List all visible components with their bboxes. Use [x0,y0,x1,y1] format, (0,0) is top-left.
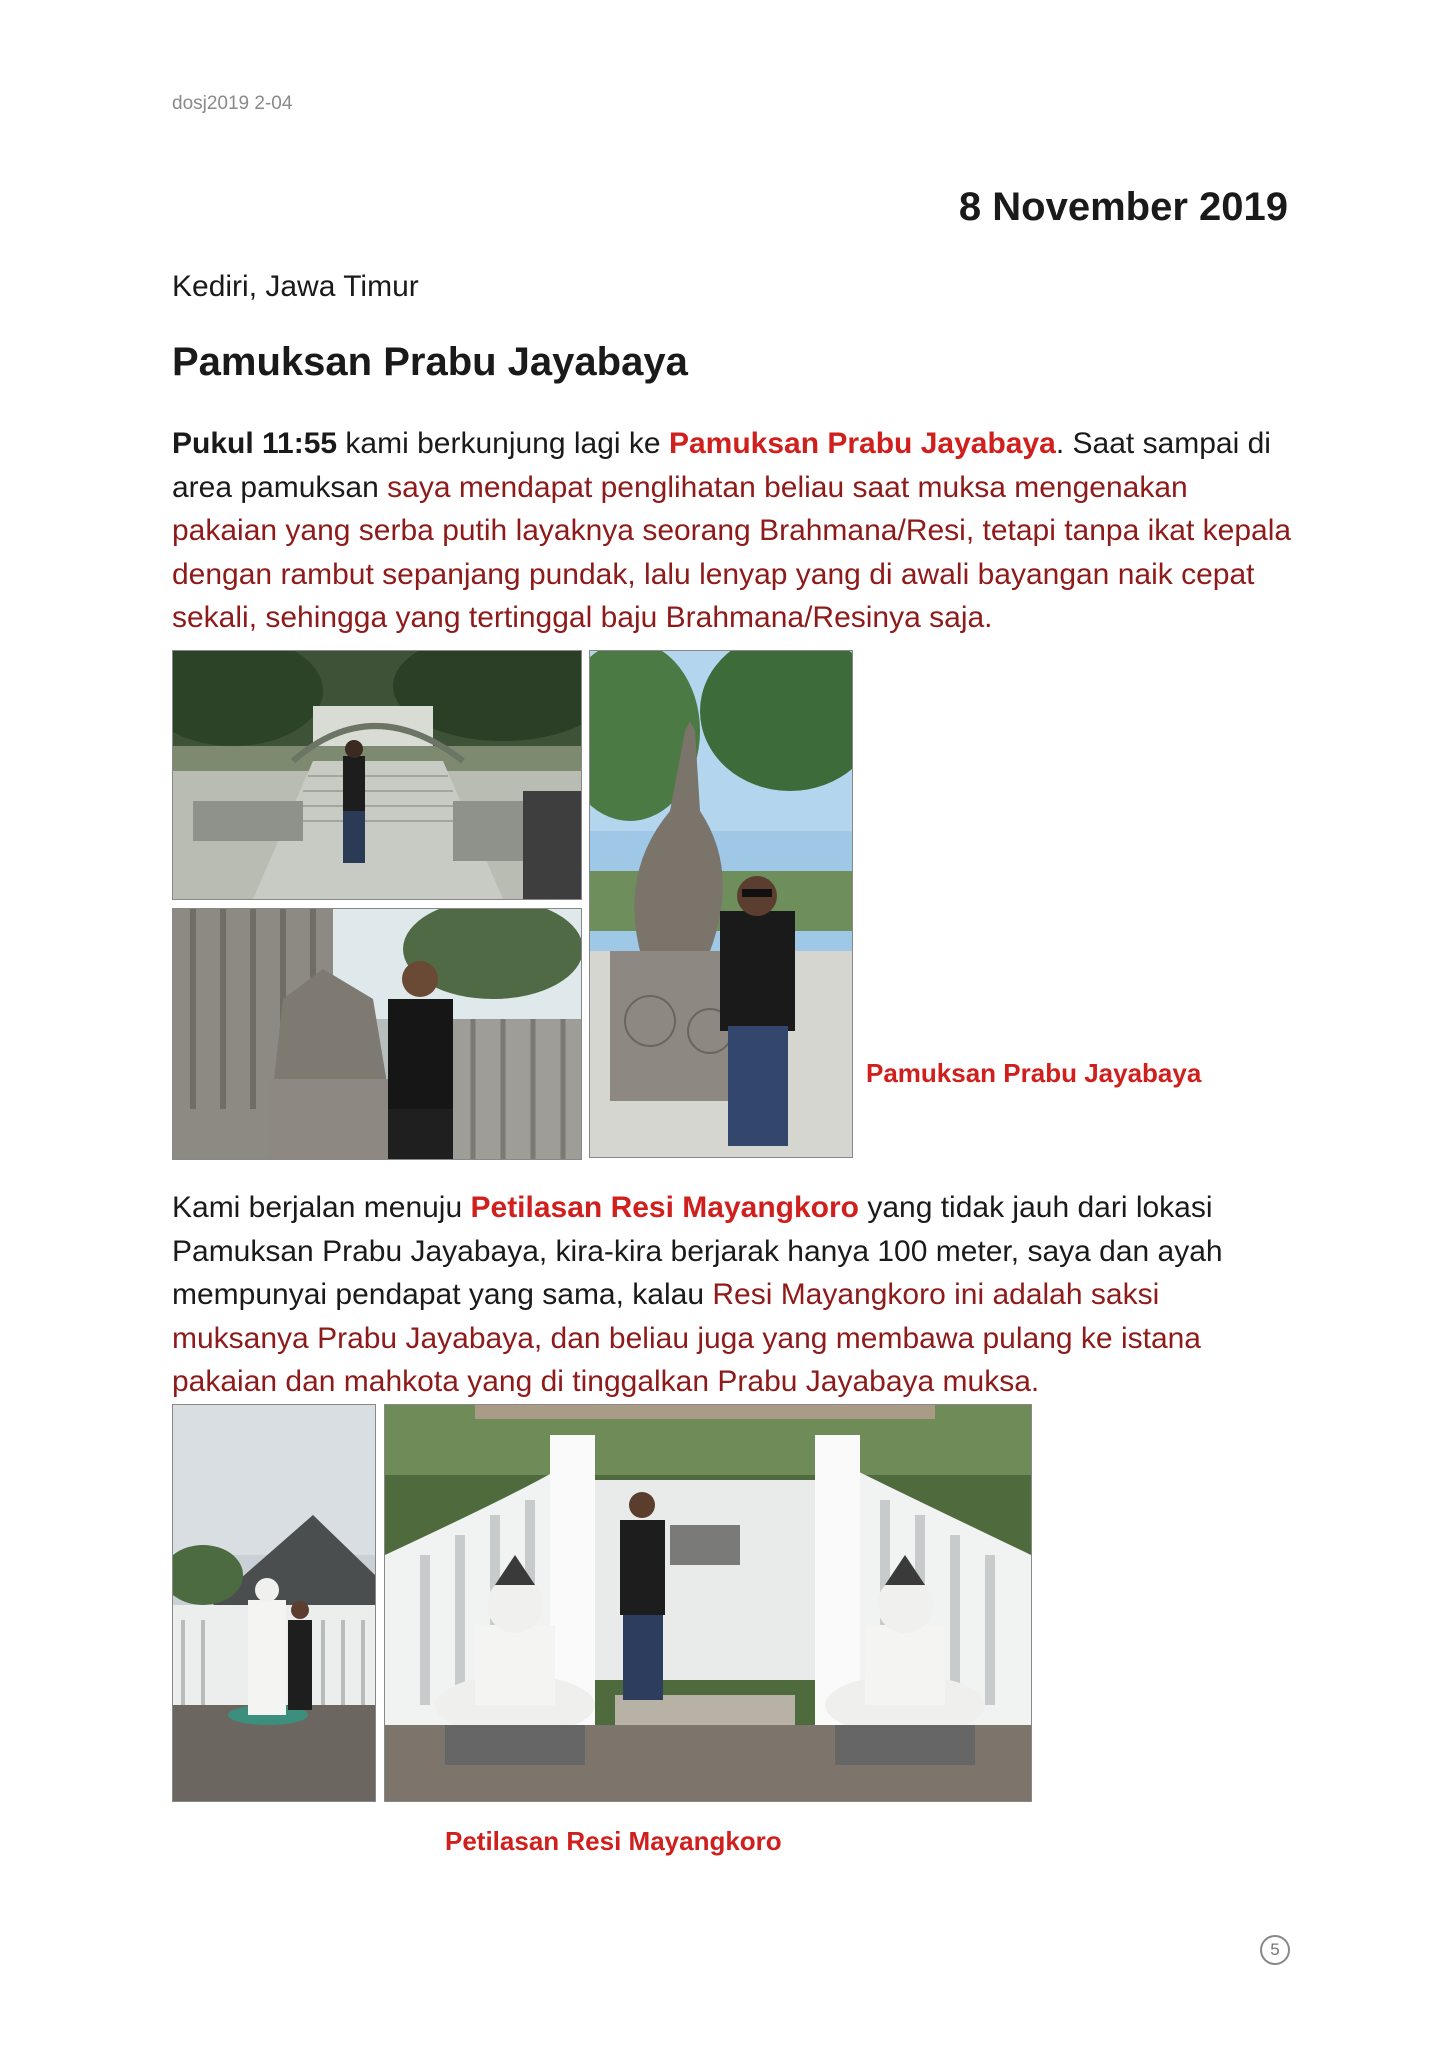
paragraph-text: Kami berjalan menuju [172,1191,471,1224]
photo-pamuksan-entrance [172,650,582,900]
page-title: Pamuksan Prabu Jayabaya [172,340,688,384]
page-number: 5 [1260,1935,1290,1965]
photo-petilasan-gate [384,1404,1032,1802]
place-highlight: Pamuksan Prabu Jayabaya [668,427,1056,460]
photo-caption-pamuksan: Pamuksan Prabu Jayabaya [866,1058,1202,1088]
paragraph-pamuksan [172,422,1292,640]
time-label: Pukul 11:55 [172,427,338,460]
photo-pamuksan-altar [172,908,582,1160]
paragraph-text: yang tidak jauh dari lokasi Pamuksan Prabu Jayabaya, kira-kira berjarak hanya 100 meter, saya dan ayah mempunyai pendapat yang sama, kalau [172,1191,1223,1311]
document-date: 8 November 2019 [958,185,1288,229]
photo-pamuksan-stupa [589,650,853,1158]
paragraph-text: . Saat sampai di area pamuksan [172,427,1271,504]
claim-text: Resi Mayangkoro ini adalah saksi muksanya Prabu Jayabaya, dan beliau juga yang membawa pulang ke istana pakaian dan mahkota yang di tinggalkan Prabu Jayabaya muksa. [172,1278,1201,1398]
document-id: dosj2019 2-04 [172,93,293,114]
photo-caption-petilasan: Petilasan Resi Mayangkoro [445,1826,782,1856]
location-line: Kediri, Jawa Timur [172,270,419,303]
place-highlight: Petilasan Resi Mayangkoro [470,1191,859,1224]
vision-text: saya mendapat penglihatan beliau saat muksa mengenakan pakaian yang serba putih layaknya seorang Brahmana/Resi, tetapi tanpa ikat kepala dengan rambut sepanjang pundak, lalu lenyap yang di awali bayangan naik cepat sekali, sehingga yang tertinggal baju Brahmana/Resinya saja. [172,470,1292,634]
paragraph-petilasan [172,1186,1292,1404]
paragraph-text: kami berkunjung lagi ke [337,427,669,460]
photo-petilasan-statue [172,1404,376,1802]
